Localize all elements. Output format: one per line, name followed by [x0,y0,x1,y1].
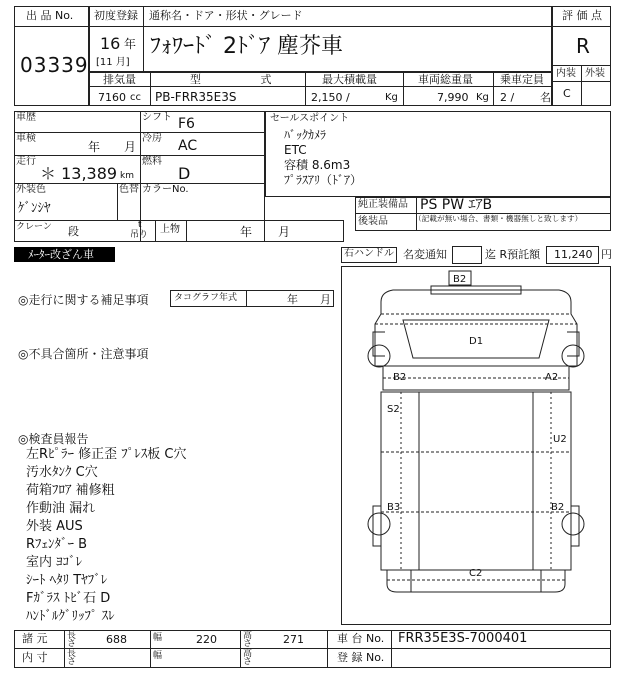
divider [155,220,156,242]
displacement-label: 排気量 [103,73,136,86]
name-change-label: 名変通知 [403,248,447,261]
upper-year: 年 [240,225,253,239]
sales-point-item: ETC [284,143,307,157]
defects-heading: ◎不具合箇所・注意事項 [18,347,149,361]
divider [403,72,404,106]
divider [64,630,65,668]
deposit-value: 11,240 [554,248,593,261]
capacity-unit: 名 [540,91,551,104]
inner-label: 内 寸 [22,651,48,664]
report-line: 室内 ﾖｺﾞﾚ [26,555,83,570]
chassis-value: FRR35E3S-7000401 [398,631,528,646]
divider [186,220,187,242]
crane-step: 段 [68,225,79,238]
inner-width-label: 幅 [153,651,163,661]
width-label: 幅 [153,633,163,643]
inspection-label: 車検 [16,133,36,144]
gross-weight-label: 車両総重量 [418,73,473,86]
reg-month: [11 月] [96,57,130,68]
divider [355,213,611,214]
divider [14,132,265,133]
divider [581,65,582,106]
name-change-box [452,246,482,264]
shift-label: シフト [142,112,172,123]
displacement-unit: cc [130,92,141,103]
meter-notice: ﾒｰﾀｰ改ざん車 [28,248,94,261]
inspection-month: 月 [124,140,137,154]
max-load-unit: Kg [385,92,398,103]
inspector-heading: ◎検査員報告 [18,432,89,446]
truck-diagram [341,266,611,625]
diagram-label: B2 [393,372,407,383]
interior-grade: C [563,87,571,100]
color-label: 外装色 [16,184,46,195]
report-line: Fｶﾞﾗｽ ﾄﾋﾞ石 D [26,591,111,606]
exterior-label: 外装 [585,68,605,79]
genuine-label: 純正装備品 [358,199,408,210]
deposit-label: 迄 R預託額 [485,248,541,261]
capacity-label: 乗車定員 [500,73,544,86]
ac-label: 冷房 [142,133,162,144]
mileage-label: 走行 [16,156,36,167]
model-label: 通称名・ドア・形状・グレード [149,9,303,22]
diagram-label: B2 [453,274,467,285]
report-line: 汚水ﾀﾝｸ C穴 [26,465,98,480]
aftermarket-label: 後装品 [358,216,388,227]
car-name: ﾌｫﾜｰﾄﾞ 2ﾄﾞｱ 塵芥車 [150,34,343,59]
divider [89,86,552,87]
history-label: 車歴 [16,112,36,123]
grade-label: 評 価 点 [562,9,602,22]
gross-weight-unit: Kg [476,92,489,103]
max-load-label: 最大積載量 [322,73,377,86]
crane-ton: t [138,220,142,230]
diagram-label: D1 [469,336,484,347]
divider [552,26,611,27]
color-no-label: カラーNo. [142,184,189,195]
type-value: PB-FRR35E3S [155,90,237,104]
diagram-label: B2 [551,502,565,513]
upper-label: 上物 [160,224,180,235]
diagram-label: S2 [387,404,400,415]
upper-month: 月 [278,225,291,239]
driving-note-heading: ◎走行に関する補足事項 [18,293,149,307]
color-code-label: 色替 [119,184,139,195]
divider [150,630,151,668]
lot-number: 03339 [20,53,89,77]
divider [391,630,392,668]
diagram-label: A2 [545,372,559,383]
mileage-value: ＊ 13,389 [40,164,118,183]
color-value: ｹﾞﾝｼﾔ [18,201,51,216]
tacho-month: 月 [320,293,331,306]
divider [493,72,494,106]
lot-label: 出 品 No. [26,9,74,22]
divider [143,6,144,72]
first-reg-label: 初度登録 [94,9,138,22]
divider [246,290,247,307]
divider [14,155,265,156]
diagram-label: B3 [387,502,401,513]
divider [416,197,417,231]
inner-length-label: 長さ [67,649,77,667]
sales-point-item: ﾌﾟﾗｽｱﾘ（ﾄﾞｱ） [284,173,363,187]
aftermarket-note: （記載が無い場合、書類・機器無しと致します） [414,215,583,224]
divider [89,26,552,27]
length-value: 688 [106,633,127,646]
chassis-label: 車 台 No. [337,632,385,645]
divider [327,630,328,668]
fuel-value: D [178,164,191,183]
divider [150,72,151,106]
reg-year-unit: 年 [124,37,137,51]
ac-value: AC [178,138,198,154]
fuel-label: 燃料 [142,156,162,167]
shift-value: F6 [178,116,195,132]
displacement-value: 7160 [98,91,126,104]
divider [14,648,611,649]
report-line: 外装 AUS [26,519,83,534]
mileage-unit: km [120,171,134,181]
genuine-value: PS PW ｴｱB [420,197,493,213]
diagram-label: U2 [553,434,567,445]
report-line: ﾊﾝﾄﾞﾙｸﾞﾘｯﾌﾟ ｽﾚ [26,609,115,624]
reg-year: 16 [100,34,121,53]
interior-label: 内装 [556,68,576,79]
rhd-label: 右ハンドル [344,248,394,259]
sales-point-item: ﾊﾞｯｸｶﾒﾗ [284,128,327,142]
report-line: ｼｰﾄ ﾍﾀﾘ Tﾔﾌﾞﾚ [26,573,108,588]
divider [240,630,241,668]
inspection-year: 年 [88,140,101,154]
deposit-unit: 円 [601,248,612,261]
report-line: 作動油 漏れ [26,501,96,516]
dims-label: 諸 元 [22,632,48,645]
diagram-label: C2 [469,568,483,579]
max-load-value: 2,150 / [311,91,350,104]
report-line: Rﾌｪﾝﾀﾞｰ B [26,537,88,552]
inner-height-label: 高さ [243,649,253,667]
height-label: 高さ [243,631,253,649]
report-line: 荷箱ﾌﾛｱ 補修粗 [26,483,115,498]
width-value: 220 [196,633,217,646]
divider [14,26,89,27]
sales-points-label: セールスポイント [270,113,350,124]
crane-label: クレーン [16,222,52,232]
report-line: 左Rﾋﾟﾗｰ 修正歪 ﾌﾟﾚｽ板 C穴 [26,447,187,462]
reg-label: 登 録 No. [337,651,385,664]
grade-value: R [576,34,590,58]
sales-point-item: 容積 8.6m3 [284,158,351,172]
length-label: 長さ [67,631,77,649]
divider [117,183,118,220]
divider [305,72,306,106]
tacho-label: タコグラフ年式 [174,293,238,303]
tacho-year: 年 [287,293,298,306]
divider [14,183,265,184]
type-label: 型 式 [190,73,300,86]
height-value: 271 [283,633,304,646]
crane-hang: 吊り [130,230,149,240]
capacity-value: 2 / [500,91,515,104]
gross-weight-value: 7,990 [437,91,469,104]
